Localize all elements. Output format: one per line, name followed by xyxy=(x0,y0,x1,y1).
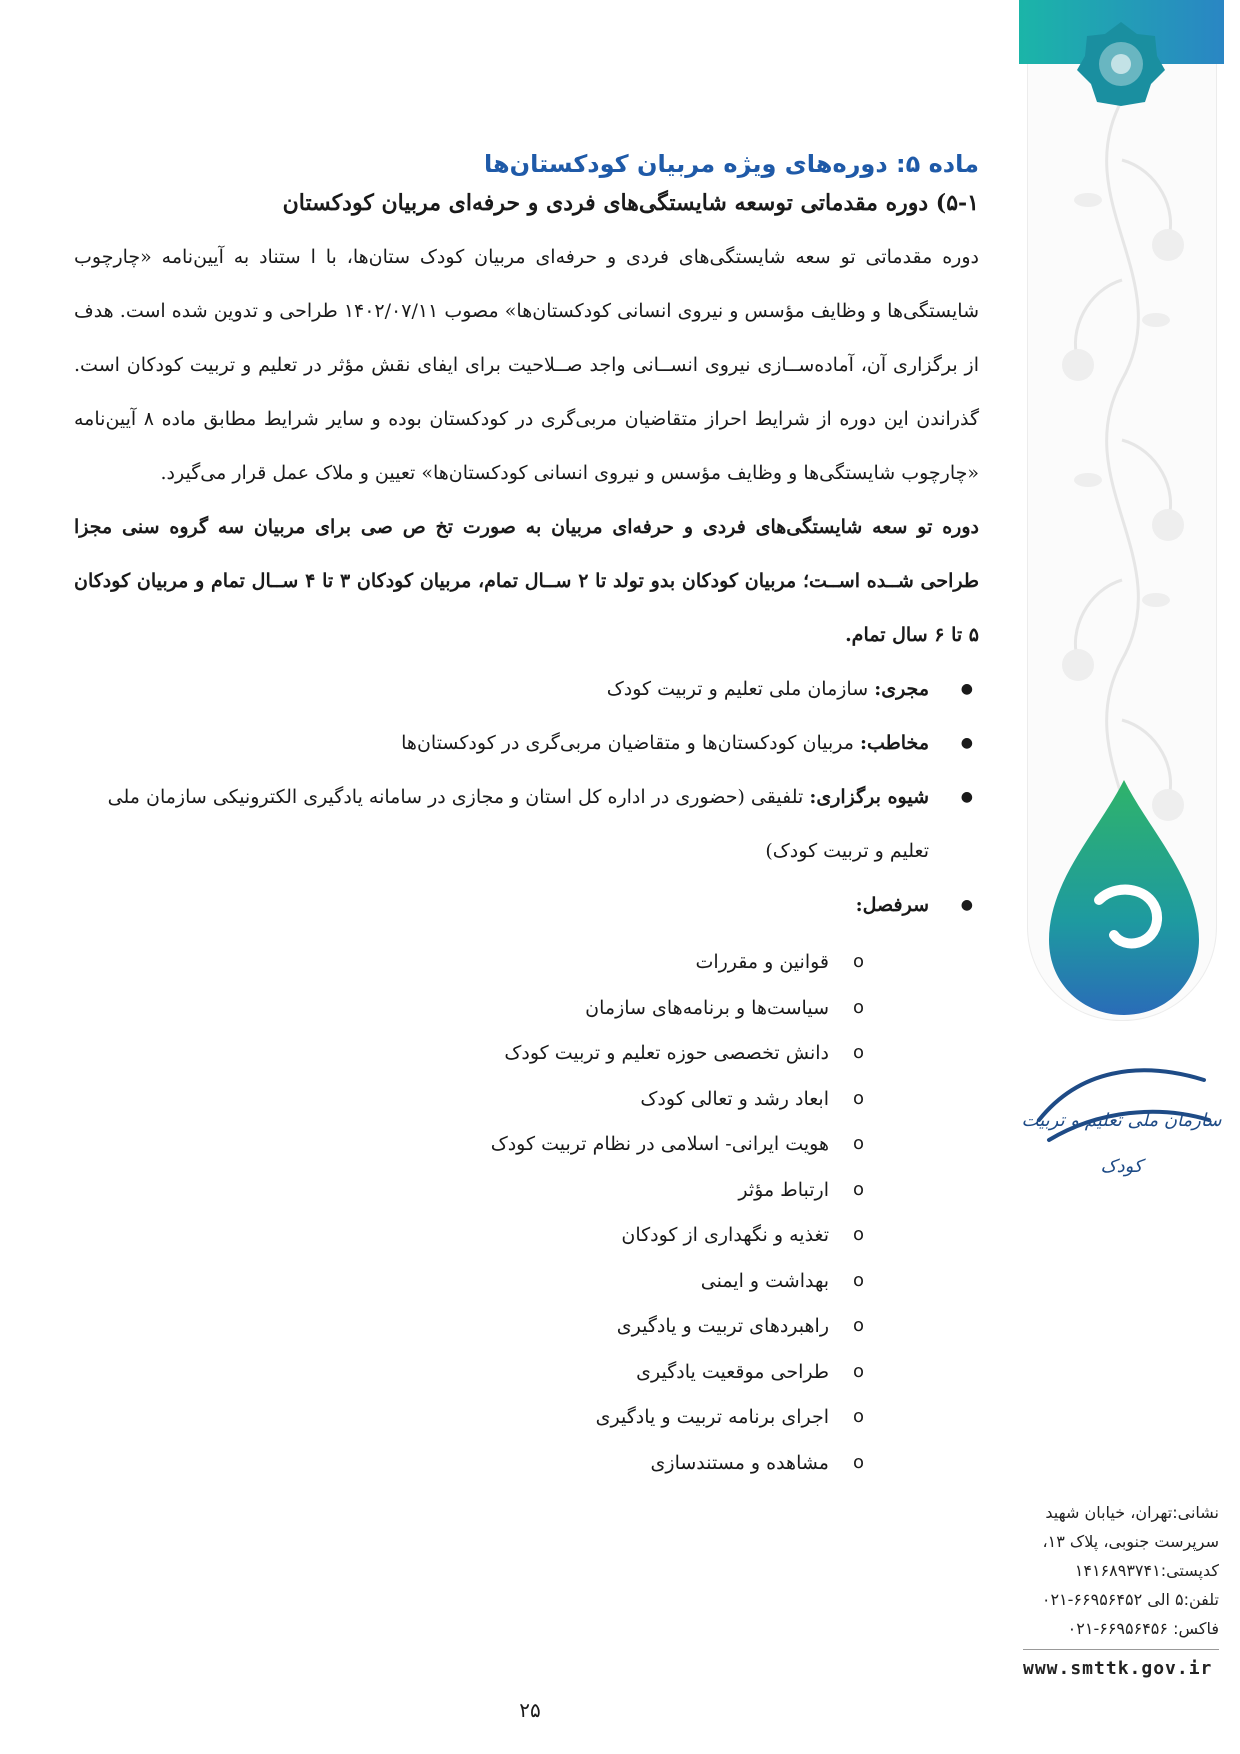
sidebar xyxy=(1019,0,1224,1754)
document-body xyxy=(74,150,979,1486)
contact-info xyxy=(1023,1498,1219,1683)
bullet-audience xyxy=(74,716,929,770)
website-link[interactable]: www.smttk.gov.ir xyxy=(1023,1649,1219,1683)
paragraph-age-groups: دوره تو سعه شایستگی‌های فردی و حرفه‌ای مربیان به صورت تخ ص صی برای مربیان سه گروه سنی مجزا طراحی شــده اســت؛ مربیان کودکان بدو تولد تا ۲ ســال تمام، مربیان کودکان ۳ تا ۴ ســال تمام و مربیان کودکان ۵ تا ۶ سال تمام. xyxy=(74,516,980,646)
list-item: o اجرای برنامه تربیت و یادگیری xyxy=(74,1395,829,1441)
list-item: o تغذیه و نگهداری از کودکان xyxy=(74,1213,829,1259)
list-item: o هویت ایرانی- اسلامی در نظام تربیت کودک xyxy=(74,1122,829,1168)
bullet-delivery-method xyxy=(74,770,929,878)
bullet-executor xyxy=(74,662,929,716)
contact-address-2: سرپرست جنوبی، پلاک ۱۳، xyxy=(1042,1532,1219,1551)
list-item: o راهبردهای تربیت و یادگیری xyxy=(74,1304,829,1350)
contact-address-1: نشانی:تهران، خیابان شهید xyxy=(1045,1503,1219,1522)
bullet-label: سرفصل: xyxy=(855,894,929,916)
logo-text: سازمان ملی تعلیم و تربیت کودک xyxy=(1021,1110,1222,1177)
list-item: o طراحی موقعیت یادگیری xyxy=(74,1350,829,1396)
page-number: ۲۵ xyxy=(519,1698,541,1722)
bullet-text: سازمان ملی تعلیم و تربیت کودک xyxy=(606,678,875,700)
list-item: o بهداشت و ایمنی xyxy=(74,1259,829,1305)
organization-drop-logo-icon xyxy=(1039,770,1209,1020)
section-title: ماده ۵: دوره‌های ویژه مربیان کودکستان‌ها xyxy=(483,150,979,178)
list-item: o ابعاد رشد و تعالی کودک xyxy=(74,1077,829,1123)
ornament-emblem-icon xyxy=(1075,18,1167,110)
bullet-text: تلفیقی (حضوری در اداره کل استان و مجازی در سامانه یادگیری الکترونیکی سازمان ملی تعلیم و تربیت کودک) xyxy=(107,786,929,862)
contact-fax: فاکس: ۶۶۹۵۶۴۵۶-۰۲۱ xyxy=(1067,1619,1219,1638)
contact-postal-code: کدپستی:۱۴۱۶۸۹۳۷۴۱ xyxy=(1074,1561,1219,1580)
list-item: o ارتباط مؤثر xyxy=(74,1168,829,1214)
subsection-title: ۵-۱) دوره مقدماتی توسعه شایستگی‌های فردی و حرفه‌ای مربیان کودکستان xyxy=(282,190,979,216)
list-item: o قوانین و مقررات xyxy=(74,940,829,986)
bullet-label: مجری: xyxy=(874,678,929,700)
list-item: o مشاهده و مستندسازی xyxy=(74,1441,829,1487)
bullet-syllabus xyxy=(74,878,929,932)
course-details-list xyxy=(74,662,979,932)
bullet-label: مخاطب: xyxy=(859,732,929,754)
bullet-label: شیوه برگزاری: xyxy=(809,786,929,808)
list-item: o سیاست‌ها و برنامه‌های سازمان xyxy=(74,986,829,1032)
contact-phone: تلفن:۵ الی ۶۶۹۵۶۴۵۲-۰۲۱ xyxy=(1041,1590,1219,1609)
paragraph-intro: دوره مقدماتی تو سعه شایستگی‌های فردی و حرفه‌ای مربیان کودک ستان‌ها، با ا ستناد به آیین‌نامه «چارچوب شایستگی‌ها و وظایف مؤسس و نیروی انسانی کودکستان‌ها» مصوب ۱۴۰۲/۰۷/۱۱ طراحی و تدوین شده است. هدف از برگزاری آن، آماده‌ســازی نیروی انســانی واجد صــلاحیت برای ایفای نقش مؤثر در تعلیم و تربیت کودکان است. گذراندن این دوره از شرایط احراز متقاضیان مربی‌گری در کودکستان بوده و سایر شرایط مطابق ماده ۸ آیین‌نامه «چارچوب شایستگی‌ها و وظایف مؤسس و نیروی انسانی کودکستان‌ها» تعیین و ملاک عمل قرار می‌گیرد. xyxy=(74,246,979,484)
syllabus-topics-list xyxy=(74,940,979,1486)
list-item: o دانش تخصصی حوزه تعلیم و تربیت کودک xyxy=(74,1031,829,1077)
organization-logo-text xyxy=(1019,1090,1224,1182)
bullet-text: مربیان کودکستان‌ها و متقاضیان مربی‌گری در کودکستان‌ها xyxy=(401,732,860,754)
